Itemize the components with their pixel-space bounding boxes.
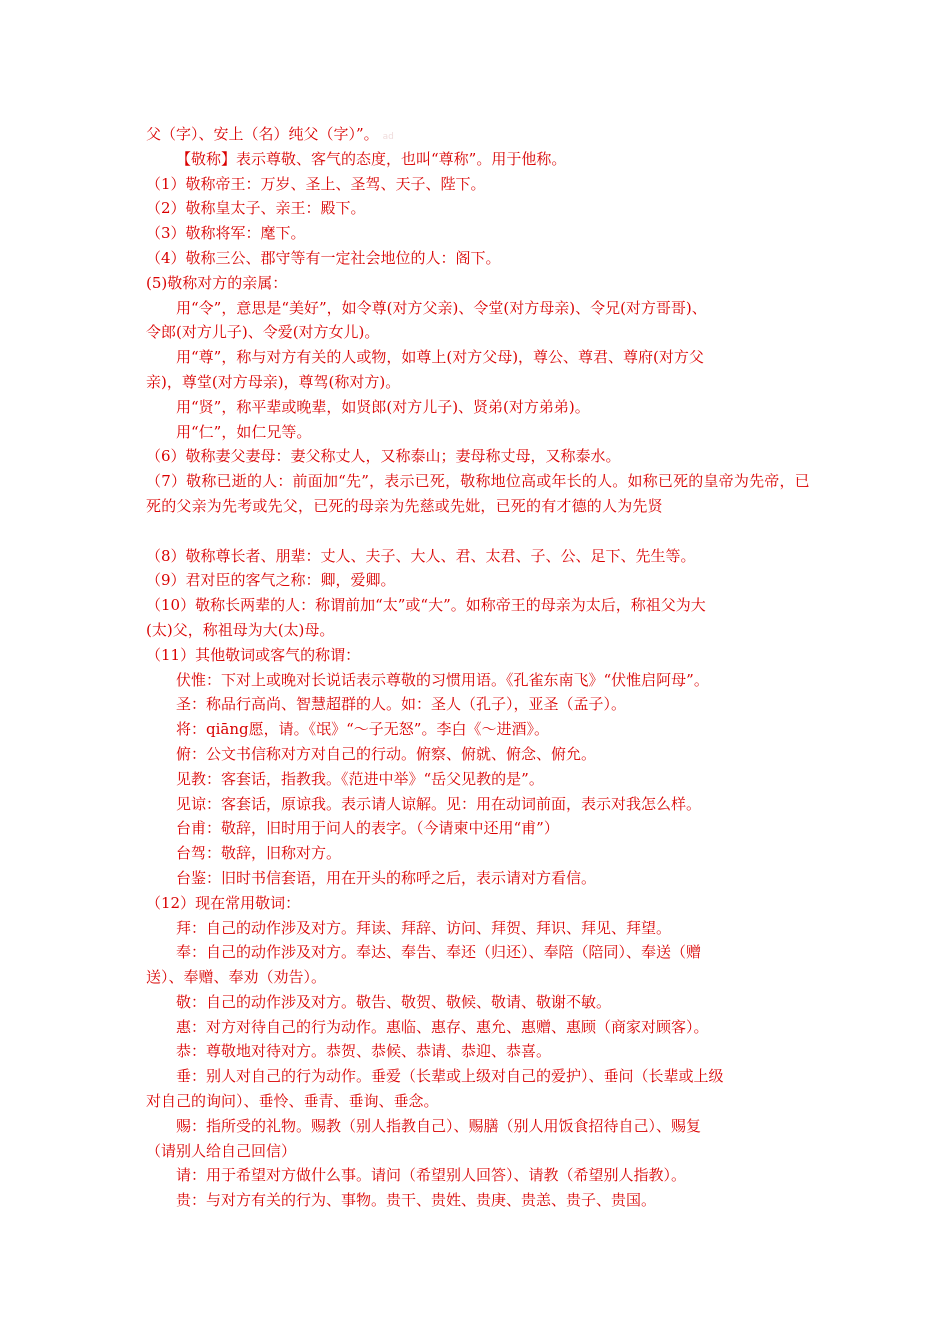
- line-text: （6）敬称妻父妻母：妻父称丈人，又称泰山；妻母称丈母，又称泰水。: [146, 447, 621, 466]
- text-line: [146, 1089, 814, 1114]
- text-line: [146, 866, 814, 891]
- text-line: [146, 271, 814, 296]
- line-text: 俯：公文书信称对方对自己的行动。俯察、俯就、俯念、俯允。: [176, 744, 597, 763]
- text-line: [146, 345, 814, 370]
- text-line: [146, 841, 814, 866]
- text-line: [146, 593, 814, 618]
- line-text: （7）敬称已逝的人：前面加“先”，表示已死，敬称地位高或年长的人。如称已死的皇帝为先帝，已死的父亲为先考或先父，已死的母亲为先慈或先妣，已死的有才德的人为先贤: [146, 472, 810, 515]
- text-line: [146, 965, 814, 990]
- line-text: （9）君对臣的客气之称：卿，爱卿。: [146, 571, 396, 590]
- line-text: 台鉴：旧时书信套语，用在开头的称呼之后，表示请对方看信。: [176, 868, 597, 887]
- watermark-text: ad: [382, 132, 394, 142]
- text-line: [146, 246, 814, 271]
- line-text: 送）、奉赠、奉劝（劝告）。: [146, 968, 327, 987]
- line-text: 用“仁”，如仁兄等。: [176, 422, 312, 441]
- line-text: 见教：客套话，指教我。《范进中举》“岳父见教的是”。: [176, 769, 544, 788]
- document-body: [146, 122, 814, 1213]
- line-text: 亲)，尊堂(对方母亲)，尊驾(称对方)。: [146, 372, 401, 391]
- text-line: [146, 122, 814, 147]
- text-line: [146, 692, 814, 717]
- line-text: 【敬称】表示尊敬、客气的态度，也叫“尊称”。用于他称。: [176, 149, 567, 168]
- text-line: [146, 1188, 814, 1213]
- line-text: 台甫：敬辞，旧时用于问人的表字。（今请柬中还用“甫”）: [176, 819, 559, 838]
- text-line: [146, 320, 814, 345]
- text-line: [146, 1039, 814, 1064]
- line-text: 垂：别人对自己的行为动作。垂爱（长辈或上级对自己的爱护）、垂问（长辈或上级: [176, 1067, 724, 1086]
- line-text: 拜：自己的动作涉及对方。拜读、拜辞、访问、拜贺、拜识、拜见、拜望。: [176, 918, 672, 937]
- text-line: [146, 469, 814, 519]
- text-line: [146, 940, 814, 965]
- line-text: 请：用于希望对方做什么事。请问（希望别人回答）、请教（希望别人指教）。: [176, 1166, 687, 1185]
- line-text: （4）敬称三公、郡守等有一定社会地位的人：阁下。: [146, 248, 501, 267]
- text-line: [146, 717, 814, 742]
- line-text: 恭：尊敬地对待对方。恭贺、恭候、恭请、恭迎、恭喜。: [176, 1042, 552, 1061]
- line-text: 奉：自己的动作涉及对方。奉达、奉告、奉还（归还）、奉陪（陪同）、奉送（赠: [176, 943, 702, 962]
- text-line: [146, 444, 814, 469]
- line-text: 赐：指所受的礼物。赐教（别人指教自己）、赐膳（别人用饭食招待自己）、赐复: [176, 1116, 702, 1135]
- line-text: 敬：自己的动作涉及对方。敬告、敬贺、敬候、敬请、敬谢不敏。: [176, 992, 612, 1011]
- text-line: [146, 742, 814, 767]
- line-text: 令郎(对方儿子)、令爱(对方女儿)。: [146, 323, 380, 342]
- line-text: （2）敬称皇太子、亲王：殿下。: [146, 199, 366, 218]
- line-text: 台驾：敬辞，旧称对方。: [176, 844, 342, 863]
- text-line: [146, 990, 814, 1015]
- text-line: [146, 544, 814, 569]
- text-line: [146, 1015, 814, 1040]
- text-line: [146, 1114, 814, 1139]
- line-text: （11）其他敬词或客气的称谓：: [146, 645, 361, 664]
- line-text: (太)父，称祖母为大(太)母。: [146, 620, 335, 639]
- text-line: [146, 891, 814, 916]
- line-text: 圣：称品行高尚、智慧超群的人。如：圣人（孔子），亚圣（孟子）。: [176, 695, 627, 714]
- text-line: [146, 147, 814, 172]
- text-line: [146, 668, 814, 693]
- line-text: 见谅：客套话，原谅我。表示请人谅解。见：用在动词前面，表示对我怎么样。: [176, 794, 702, 813]
- line-text: 对自己的询问）、垂怜、垂青、垂询、垂念。: [146, 1092, 439, 1111]
- text-line: [146, 792, 814, 817]
- line-text: 惠：对方对待自己的行为动作。惠临、惠存、惠允、惠赠、惠顾（商家对顾客）。: [176, 1017, 709, 1036]
- line-text: （1）敬称帝王：万岁、圣上、圣驾、天子、陛下。: [146, 174, 486, 193]
- line-text: （3）敬称将军：麾下。: [146, 224, 306, 243]
- text-line: [146, 196, 814, 221]
- text-line: [146, 916, 814, 941]
- line-text: 父（字）、安上（名）纯父（字）”。: [146, 125, 379, 143]
- line-text: (5)敬称对方的亲属：: [146, 273, 288, 292]
- line-text: （10）敬称长两辈的人：称谓前加“太”或“大”。如称帝王的母亲为太后，称祖父为大: [146, 596, 706, 615]
- text-line: [146, 221, 814, 246]
- line-text: 用“尊”，称与对方有关的人或物，如尊上(对方父母)，尊公、尊君、尊府(对方父: [176, 348, 704, 367]
- line-text: 伏惟：下对上或晚对长说话表示尊敬的习惯用语。《孔雀东南飞》“伏惟启阿母”。: [176, 670, 709, 689]
- text-line: [146, 1139, 814, 1164]
- text-line: [146, 370, 814, 395]
- text-line: [146, 172, 814, 197]
- text-line: [146, 519, 814, 544]
- text-line: [146, 1163, 814, 1188]
- text-line: [146, 395, 814, 420]
- text-line: [146, 618, 814, 643]
- line-text: 用“令”，意思是“美好”，如令尊(对方父亲)、令堂(对方母亲)、令兄(对方哥哥)、: [176, 298, 707, 317]
- text-line: [146, 643, 814, 668]
- text-line: [146, 767, 814, 792]
- line-text: （8）敬称尊长者、朋辈：丈人、夫子、大人、君、太君、子、公、足下、先生等。: [146, 546, 696, 565]
- text-line: [146, 296, 814, 321]
- text-line: [146, 568, 814, 593]
- line-text: 贵：与对方有关的行为、事物。贵干、贵姓、贵庚、贵恙、贵子、贵国。: [176, 1191, 657, 1210]
- line-text: （请别人给自己回信）: [146, 1141, 297, 1160]
- text-line: [146, 1064, 814, 1089]
- text-line: [146, 420, 814, 445]
- line-text: （12）现在常用敬词：: [146, 893, 301, 912]
- line-text: 用“贤”，称平辈或晚辈，如贤郎(对方儿子)、贤弟(对方弟弟)。: [176, 397, 590, 416]
- text-line: [146, 816, 814, 841]
- line-text: 将：qiāng愿，请。《氓》“～子无怒”。李白《～进酒》。: [176, 720, 549, 739]
